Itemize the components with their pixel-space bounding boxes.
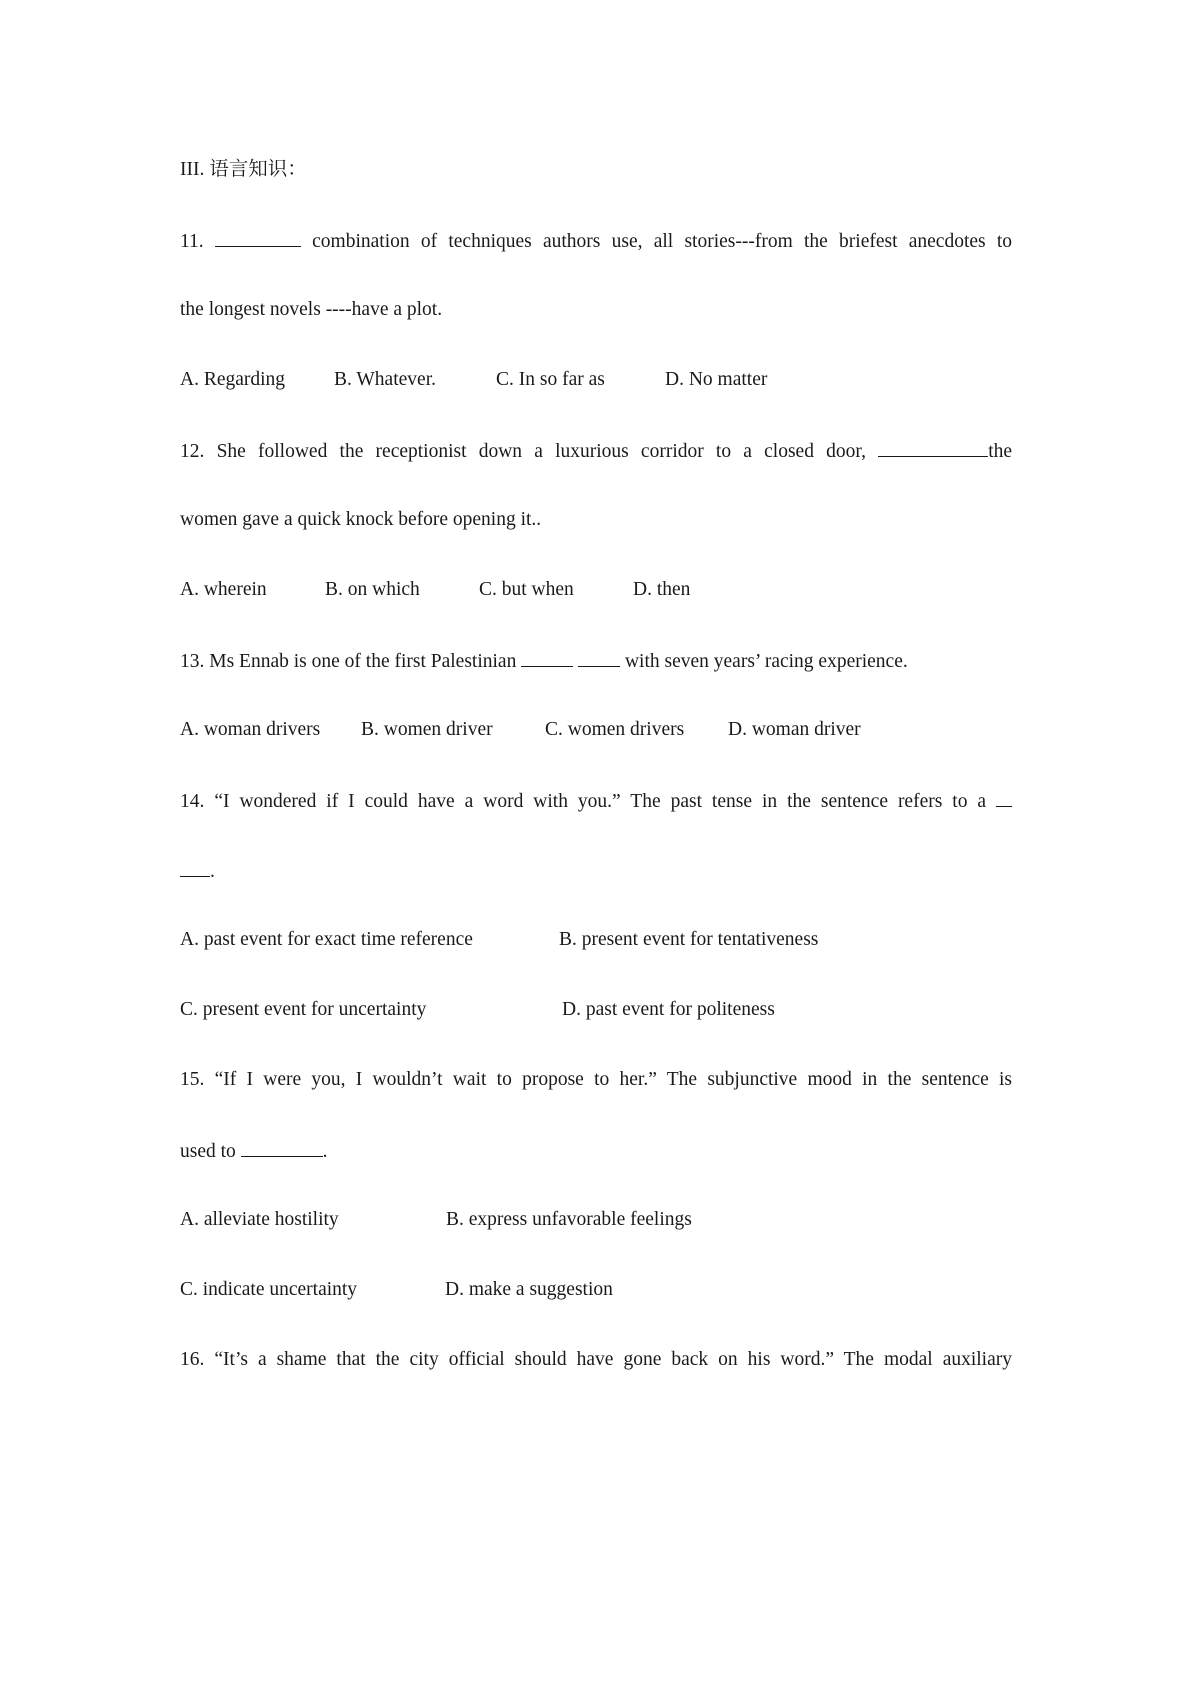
question-15-blank — [241, 1138, 323, 1157]
question-13-number: 13. — [180, 651, 205, 672]
question-14-options-row-2 — [0, 998, 1191, 1022]
question-12-number: 12. — [180, 441, 205, 462]
question-13-text-after: with seven years’ racing experience. — [624, 651, 908, 672]
question-12-option-b[interactable]: B. on which — [325, 579, 420, 600]
question-13-option-b[interactable]: B. women driver — [361, 719, 493, 740]
question-14-option-a[interactable]: A. past event for exact time reference — [180, 929, 473, 950]
question-16-line-1 — [180, 1348, 1012, 1372]
section-heading-text: III. 语言知识： — [180, 159, 307, 180]
question-11-line-1 — [180, 228, 1012, 254]
question-15-options-row-1 — [0, 1208, 1191, 1232]
question-13-blank-2 — [578, 648, 620, 667]
question-14-number: 14. — [180, 791, 205, 812]
question-12-text-cont: women gave a quick knock before opening it.. — [180, 509, 542, 530]
question-12-option-c[interactable]: C. but when — [479, 579, 574, 600]
question-15-period: . — [322, 1141, 328, 1162]
question-11-options — [0, 368, 1191, 392]
question-12-line-1 — [180, 438, 1012, 464]
question-13-line-1 — [180, 648, 908, 674]
question-14-text: “I wondered if I could have a word with you.” The past tense in the sentence refers to a — [214, 791, 987, 812]
question-13-option-c[interactable]: C. women drivers — [545, 719, 685, 740]
question-15-option-a[interactable]: A. alleviate hostility — [180, 1209, 339, 1230]
question-14-option-c[interactable]: C. present event for uncertainty — [180, 999, 427, 1020]
question-16-number: 16. — [180, 1349, 205, 1370]
question-11-text: combination of techniques authors use, all stories---from the briefest anecdotes to — [312, 231, 1013, 252]
question-12-option-a[interactable]: A. wherein — [180, 579, 267, 600]
question-14-blank-part-2 — [180, 858, 210, 877]
question-11-text-cont: the longest novels ----have a plot. — [180, 299, 443, 320]
question-14-line-1 — [180, 788, 1012, 814]
question-15-text-cont: used to — [180, 1141, 236, 1162]
question-12-blank — [878, 438, 988, 457]
question-15-option-d[interactable]: D. make a suggestion — [445, 1279, 613, 1300]
question-11-option-d[interactable]: D. No matter — [665, 369, 768, 390]
question-14-option-b[interactable]: B. present event for tentativeness — [559, 929, 819, 950]
question-15-number: 15. — [180, 1069, 205, 1090]
question-12-line-2 — [180, 508, 541, 532]
question-16-text: “It’s a shame that the city official should have gone back on his word.” The modal auxiliary — [214, 1349, 1013, 1370]
question-15-line-2 — [180, 1138, 328, 1164]
question-11-option-b[interactable]: B. Whatever. — [334, 369, 436, 390]
question-15-line-1 — [180, 1068, 1012, 1092]
question-11-line-2 — [180, 298, 442, 322]
question-11-option-c[interactable]: C. In so far as — [496, 369, 605, 390]
question-14-line-2 — [180, 858, 215, 884]
question-12-option-d[interactable]: D. then — [633, 579, 691, 600]
question-14-option-d[interactable]: D. past event for politeness — [562, 999, 775, 1020]
question-12-text-after: the — [988, 441, 1013, 462]
question-15-option-b[interactable]: B. express unfavorable feelings — [446, 1209, 692, 1230]
section-heading — [180, 158, 307, 182]
question-14-blank-part-1 — [996, 788, 1012, 807]
question-13-option-a[interactable]: A. woman drivers — [180, 719, 321, 740]
question-15-option-c[interactable]: C. indicate uncertainty — [180, 1279, 358, 1300]
question-13-text: Ms Ennab is one of the first Palestinian — [209, 651, 517, 672]
question-14-options-row-1 — [0, 928, 1191, 952]
question-13-blank-1 — [521, 648, 573, 667]
question-15-text: “If I were you, I wouldn’t wait to propose to her.” The subjunctive mood in the sentence is — [214, 1069, 1013, 1090]
question-12-text: She followed the receptionist down a luxurious corridor to a closed door, — [216, 441, 866, 462]
question-13-option-d[interactable]: D. woman driver — [728, 719, 861, 740]
question-13-options — [0, 718, 1191, 742]
question-11-option-a[interactable]: A. Regarding — [180, 369, 286, 390]
question-15-options-row-2 — [0, 1278, 1191, 1302]
question-11-number: 11. — [180, 231, 204, 252]
question-12-options — [0, 578, 1191, 602]
question-11-blank — [215, 228, 301, 247]
question-14-period: . — [210, 861, 215, 882]
